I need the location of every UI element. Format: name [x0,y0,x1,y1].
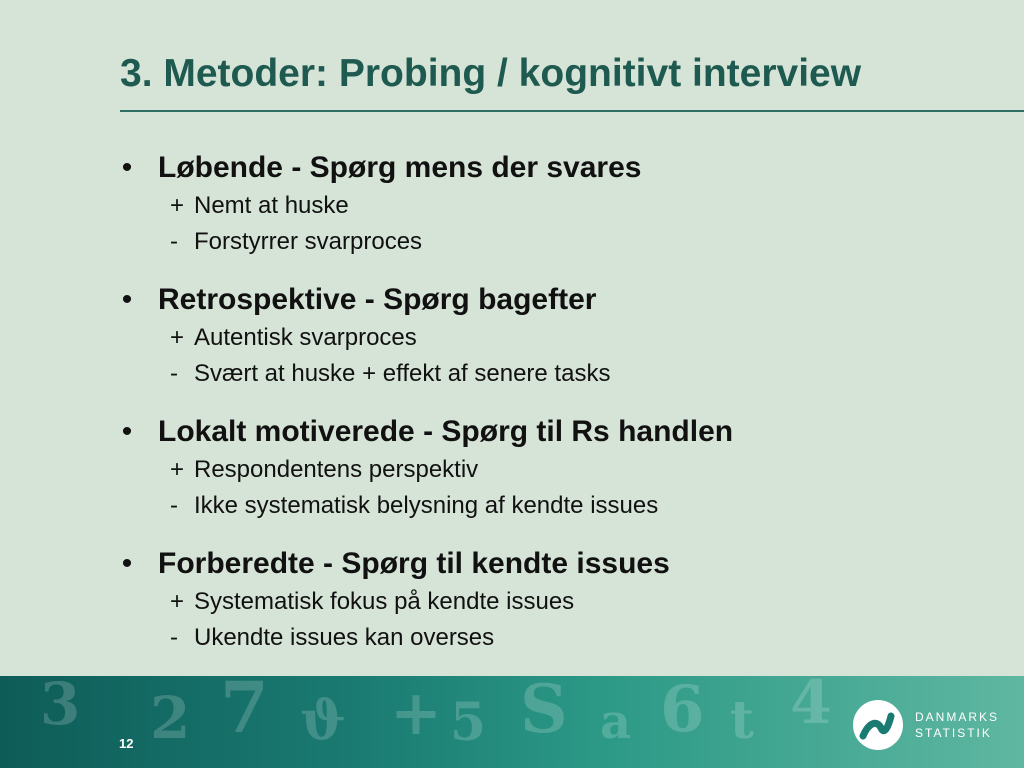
sub-marker: + [170,456,185,483]
bullet-marker: • [121,151,133,184]
bullet-item [112,412,992,452]
sub-item [112,224,992,260]
decorative-glyph: 4 [790,676,832,738]
decorative-glyph: S [520,676,568,748]
decorative-glyph: 3 [40,676,81,738]
sub-text: Respondentens perspektiv [194,456,479,483]
sub-marker: - [170,624,178,651]
bullet-marker: • [121,283,133,316]
decorative-glyph: a [600,694,632,750]
bullet-group-3 [112,412,992,524]
sub-item [112,320,992,356]
sub-marker: - [170,228,178,255]
sub-marker: + [170,324,185,351]
decorative-glyph: 7 [220,676,269,749]
sub-marker: - [170,492,178,519]
bullet-item [112,148,992,188]
bullet-text: Løbende - Spørg mens der svares [158,151,642,184]
slide-title: 3. Metoder: Probing / kognitivt interview [120,52,862,95]
sub-item [112,188,992,224]
sub-text: Forstyrrer svarproces [194,228,423,255]
decorative-glyph: ϑ [300,688,346,752]
footer-band [0,676,1024,768]
decorative-glyph: t [730,690,755,751]
sub-marker: + [170,588,185,615]
decorative-glyph: 5 [450,692,487,753]
sub-marker: - [170,360,178,387]
sub-item [112,452,992,488]
danmarks-statistik-logo [853,700,999,750]
logo-text [915,709,999,741]
bullet-marker: • [121,415,133,448]
sub-text: Autentisk svarproces [194,324,417,351]
bullet-group-2 [112,280,992,392]
logo-line-2: STATISTIK [915,726,992,740]
sub-item [112,356,992,392]
bullet-text: Retrospektive - Spørg bagefter [158,283,597,316]
sub-text: Ikke systematisk belysning af kendte issues [194,492,659,519]
page-number: 12 [119,736,134,751]
sub-item [112,620,992,656]
bullet-item [112,280,992,320]
sub-item [112,584,992,620]
sub-text: Nemt at huske [194,192,349,219]
sub-marker: + [170,192,185,219]
bullet-item [112,544,992,584]
bullet-text: Forberedte - Spørg til kendte issues [158,547,670,580]
bullet-text: Lokalt motiverede - Spørg til Rs handlen [158,415,734,448]
danmarks-statistik-logo-icon [853,700,903,750]
bullet-list [112,148,992,656]
decorative-glyph: + [390,676,442,749]
logo-line-1: DANMARKS [915,710,1000,724]
title-divider [120,110,1024,112]
bullet-marker: • [121,547,133,580]
sub-text: Ukendte issues kan overses [194,624,495,651]
bullet-group-4 [112,544,992,656]
decorative-glyph: 6 [660,676,705,747]
bullet-group-1 [112,148,992,260]
sub-text: Svært at huske + effekt af senere tasks [194,360,611,387]
sub-text: Systematisk fokus på kendte issues [194,588,575,615]
decorative-glyph: 2 [150,684,191,752]
sub-item [112,488,992,524]
